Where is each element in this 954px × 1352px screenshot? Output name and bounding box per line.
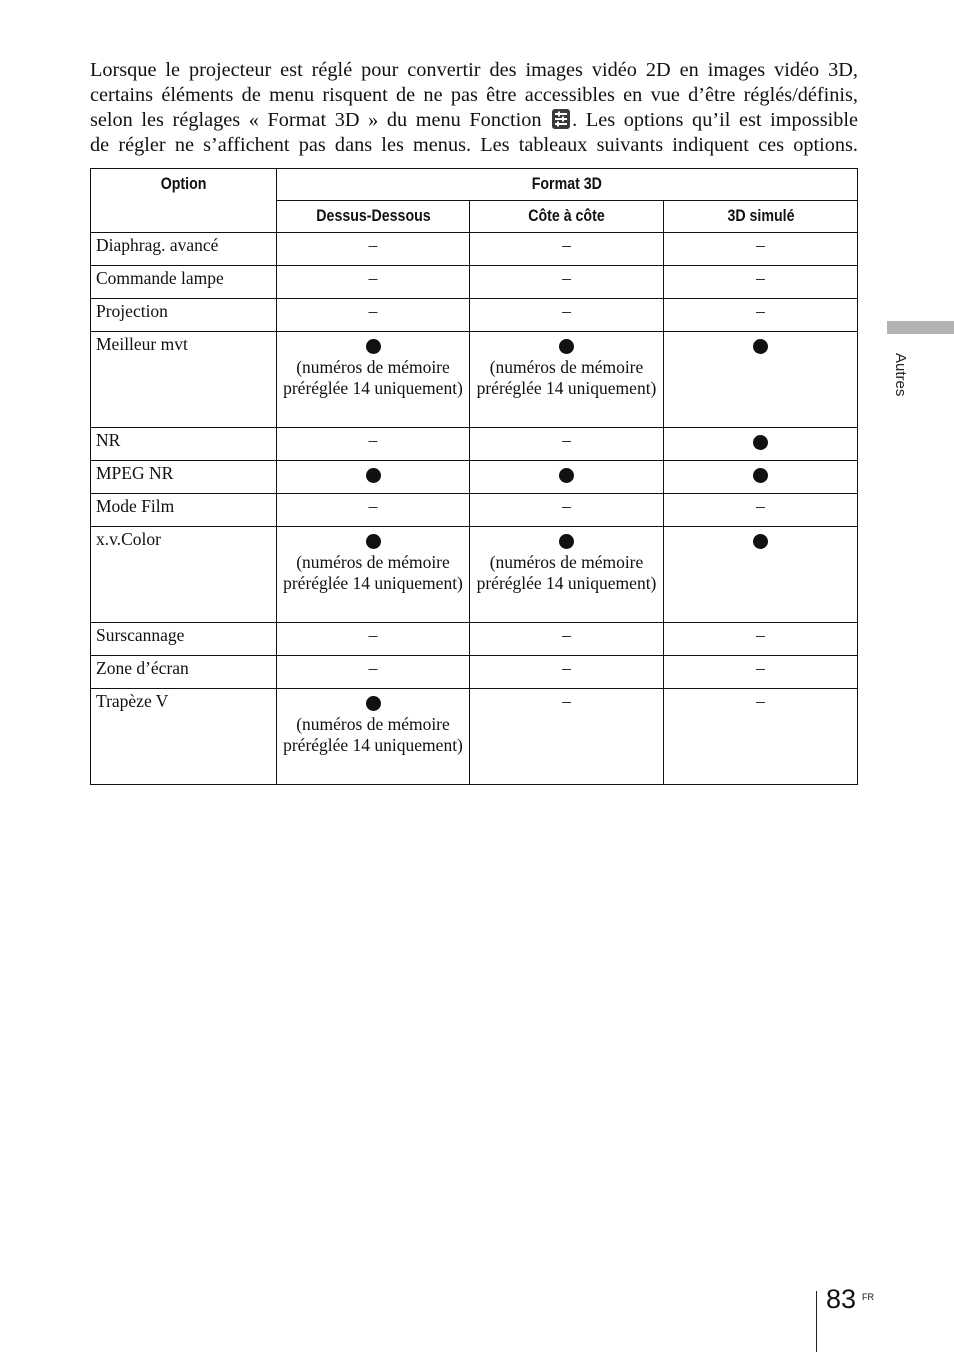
filled-dot-icon xyxy=(366,534,381,549)
dash-cell: – xyxy=(470,299,664,332)
dot-note-cell xyxy=(277,527,470,623)
row-label: Projection xyxy=(91,299,277,332)
dash-cell: – xyxy=(664,233,858,266)
page-number: 83 xyxy=(826,1284,857,1314)
dash-cell: – xyxy=(470,233,664,266)
dash-cell: – xyxy=(664,656,858,689)
dot-cell xyxy=(664,461,858,494)
intro-line-4: de régler ne s’affichent pas dans les menus. Les tableaux suivants indiquent ces options. xyxy=(90,134,858,156)
table-row xyxy=(91,461,858,494)
header-row-1 xyxy=(91,169,858,201)
intro-line-3a: selon les réglages « Format 3D » du menu Fonction xyxy=(90,109,542,131)
table-row xyxy=(91,689,858,785)
table-row xyxy=(91,266,858,299)
dot-cell xyxy=(664,428,858,461)
intro-line-1: Lorsque le projecteur est réglé pour convertir des images vidéo 2D en images vidéo 3D, xyxy=(90,59,858,81)
filled-dot-icon xyxy=(559,534,574,549)
row-label: MPEG NR xyxy=(91,461,277,494)
options-table xyxy=(90,168,858,785)
row-label: Zone d’écran xyxy=(91,656,277,689)
filled-dot-icon xyxy=(753,435,768,450)
dash-cell: – xyxy=(277,299,470,332)
dash-cell: – xyxy=(470,266,664,299)
dash-cell: – xyxy=(470,428,664,461)
filled-dot-icon xyxy=(366,468,381,483)
filled-dot-icon xyxy=(366,339,381,354)
dot-note-cell xyxy=(277,332,470,428)
table-row xyxy=(91,494,858,527)
row-label: Meilleur mvt xyxy=(91,332,277,428)
table-row xyxy=(91,623,858,656)
intro-paragraph xyxy=(90,58,858,158)
row-label: Diaphrag. avancé xyxy=(91,233,277,266)
filled-dot-icon xyxy=(559,468,574,483)
dash-cell: – xyxy=(664,266,858,299)
dash-cell: – xyxy=(277,623,470,656)
row-label: Commande lampe xyxy=(91,266,277,299)
intro-line-2: certains éléments de menu risquent de ne pas être accessibles en vue d’être réglés/définis, xyxy=(90,84,858,106)
row-label: x.v.Color xyxy=(91,527,277,623)
dash-cell: – xyxy=(470,623,664,656)
intro-line-3 xyxy=(90,108,858,133)
filled-dot-icon xyxy=(753,339,768,354)
preset-note: (numéros de mémoire préréglée 14 uniquement) xyxy=(476,357,657,398)
dash-cell: – xyxy=(664,299,858,332)
dash-cell: – xyxy=(277,656,470,689)
table-row xyxy=(91,332,858,428)
preset-note: (numéros de mémoire préréglée 14 uniquement) xyxy=(283,552,463,593)
dash-cell: – xyxy=(277,428,470,461)
dot-cell xyxy=(664,527,858,623)
page-language: FR xyxy=(862,1292,874,1302)
preset-note: (numéros de mémoire préréglée 14 uniquement) xyxy=(476,552,657,593)
dot-cell xyxy=(470,461,664,494)
table-row xyxy=(91,233,858,266)
row-label: NR xyxy=(91,428,277,461)
table-row xyxy=(91,527,858,623)
dot-note-cell xyxy=(277,689,470,785)
preset-note: (numéros de mémoire préréglée 14 uniquement) xyxy=(283,357,463,398)
dot-cell xyxy=(277,461,470,494)
page-number-rule xyxy=(816,1291,817,1352)
filled-dot-icon xyxy=(366,696,381,711)
function-menu-icon xyxy=(551,108,571,130)
dot-cell xyxy=(664,332,858,428)
table-row xyxy=(91,299,858,332)
header-3d-simule: 3D simulé xyxy=(664,201,858,233)
row-label: Trapèze V xyxy=(91,689,277,785)
header-dessus-dessous: Dessus-Dessous xyxy=(277,201,470,233)
dash-cell: – xyxy=(470,494,664,527)
dash-cell: – xyxy=(277,494,470,527)
dash-cell: – xyxy=(470,689,664,785)
filled-dot-icon xyxy=(753,534,768,549)
header-format-3d: Format 3D xyxy=(277,169,858,201)
dash-cell: – xyxy=(470,656,664,689)
dash-cell: – xyxy=(277,233,470,266)
section-tab-marker xyxy=(887,321,954,334)
filled-dot-icon xyxy=(753,468,768,483)
row-label: Mode Film xyxy=(91,494,277,527)
header-cote-a-cote: Côte à côte xyxy=(470,201,664,233)
dot-note-cell xyxy=(470,332,664,428)
preset-note: (numéros de mémoire préréglée 14 uniquement) xyxy=(283,714,463,755)
header-option: Option xyxy=(91,169,277,233)
dot-note-cell xyxy=(470,527,664,623)
section-label: Autres xyxy=(892,353,909,397)
dash-cell: – xyxy=(277,266,470,299)
dash-cell: – xyxy=(664,623,858,656)
intro-line-3b: . Les options qu’il est impossible xyxy=(572,109,858,131)
row-label: Surscannage xyxy=(91,623,277,656)
table-row xyxy=(91,428,858,461)
table-row xyxy=(91,656,858,689)
dash-cell: – xyxy=(664,689,858,785)
dash-cell: – xyxy=(664,494,858,527)
filled-dot-icon xyxy=(559,339,574,354)
